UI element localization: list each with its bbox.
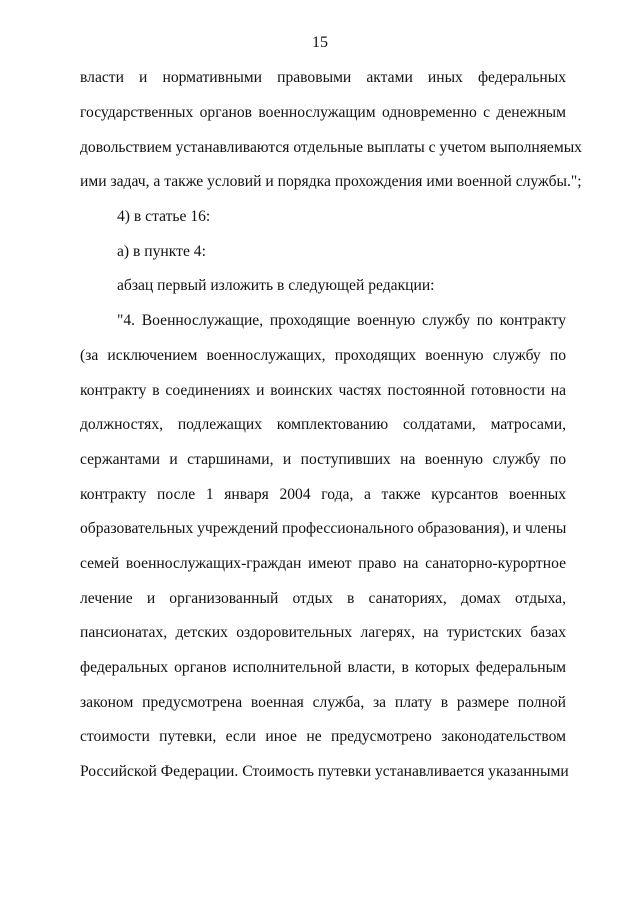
text-line: (за исключением военнослужащих, проходящих военную службу по [80, 347, 566, 364]
text-line: Российской Федерации. Стоимость путевки устанавливается указанными [80, 763, 569, 780]
text-line: "4. Военнослужащие, проходящие военную службу по контракту [117, 312, 566, 329]
text-line: довольствием устанавливаются отдельные выплаты с учетом выполняемых [80, 139, 582, 156]
text-line: лечение и организованный отдых в санаториях, домах отдыха, [80, 590, 566, 607]
text-line: пансионатах, детских оздоровительных лагерях, на туристских базах [80, 624, 566, 641]
text-line: 4) в статье 16: [117, 208, 211, 225]
text-line: законом предусмотрена военная служба, за плату в размере полной [80, 694, 566, 711]
text-line: образовательных учреждений профессионального образования), и члены [80, 520, 567, 537]
text-line: контракту в соединениях и воинских частях постоянной готовности на [80, 382, 566, 399]
text-line: ими задач, а также условий и порядка прохождения ими военной службы."; [80, 173, 582, 190]
page-number: 15 [312, 34, 328, 51]
text-line: абзац первый изложить в следующей редакции: [117, 277, 435, 294]
text-line: стоимости путевки, если иное не предусмотрено законодательством [80, 728, 566, 745]
text-line: власти и нормативными правовыми актами иных федеральных [80, 69, 566, 86]
text-line: должностях, подлежащих комплектованию солдатами, матросами, [80, 416, 566, 433]
text-line: семей военнослужащих-граждан имеют право на санаторно-курортное [80, 555, 566, 572]
text-line: а) в пункте 4: [117, 243, 206, 260]
text-line: сержантами и старшинами, и поступивших на военную службу по [80, 451, 566, 468]
text-line: федеральных органов исполнительной власти, в которых федеральным [80, 659, 566, 676]
text-line: контракту после 1 января 2004 года, а также курсантов военных [80, 486, 566, 503]
text-line: государственных органов военнослужащим одновременно с денежным [80, 104, 566, 121]
